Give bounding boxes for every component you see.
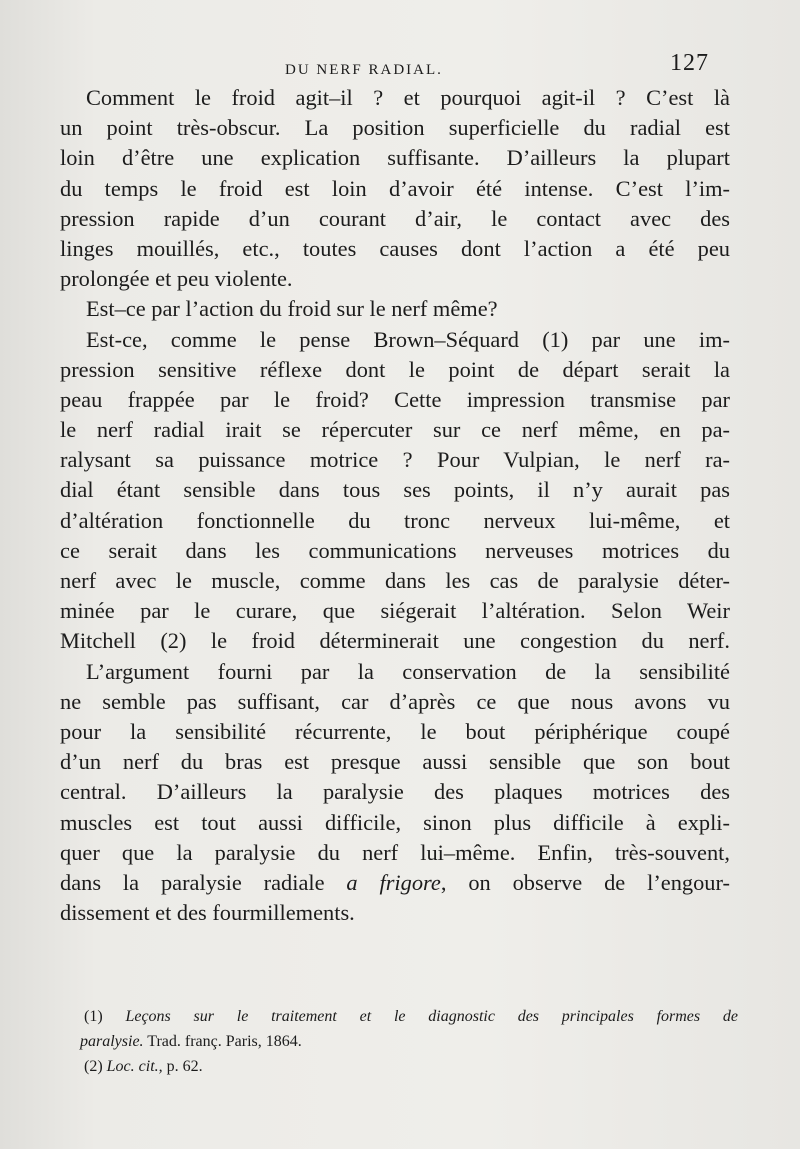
text-line: dissement et des fourmillements. bbox=[60, 900, 355, 926]
text-line: minée par le curare, que siégerait l’altération. Selon Weir bbox=[60, 598, 730, 624]
text-line: le nerf radial irait se répercuter sur ce nerf même, en pa- bbox=[60, 417, 730, 443]
text-line: nerf avec le muscle, comme dans les cas de paralysie déter- bbox=[60, 568, 730, 593]
text-line: central. D’ailleurs la paralysie des plaques motrices des bbox=[60, 779, 730, 805]
footnote-title-cont: paralysie. bbox=[80, 1033, 144, 1050]
footnote-1-continuation bbox=[80, 1029, 738, 1054]
text-line: Mitchell (2) le froid déterminerait une congestion du nerf. bbox=[60, 628, 730, 654]
italic-phrase: a frigore bbox=[346, 869, 441, 895]
footnote-citation: p. 62. bbox=[162, 1058, 203, 1075]
text-line: Comment le froid agit–il ? et pourquoi agit-il ? C’est là bbox=[86, 85, 730, 110]
footnote-ref: Loc. cit., bbox=[106, 1058, 163, 1075]
text-line: quer que la paralysie du nerf lui–même. Enfin, très-souvent, bbox=[60, 839, 730, 865]
text-line: pression sensitive réflexe dont le point de départ serait la bbox=[60, 356, 730, 382]
footnote-1 bbox=[84, 1004, 738, 1029]
text-line: ce serait dans les communications nerveuses motrices du bbox=[60, 537, 730, 563]
text-line: du temps le froid est loin d’avoir été intense. C’est l’im- bbox=[60, 175, 730, 201]
text-line: loin d’être une explication suffisante. D’ailleurs la plupart bbox=[60, 145, 730, 171]
footnote-title: Leçons sur le traitement et le diagnostic des principales formes de bbox=[125, 1008, 739, 1025]
text-line: pour la sensibilité récurrente, le bout périphérique coupé bbox=[60, 718, 730, 744]
text-line: Est–ce par l’action du froid sur le nerf même? bbox=[86, 296, 498, 322]
running-title: DU NERF RADIAL. bbox=[285, 62, 443, 78]
text-line: ne semble pas suffisant, car d’après ce que nous avons vu bbox=[60, 688, 730, 714]
footnote-marker: (1) bbox=[84, 1008, 103, 1025]
page-number: 127 bbox=[670, 50, 709, 76]
text-line: ralysant sa puissance motrice ? Pour Vulpian, le nerf ra- bbox=[60, 447, 730, 473]
text-line: d’altération fonctionnelle du tronc nerveux lui-même, et bbox=[60, 507, 730, 533]
body-text bbox=[60, 83, 730, 928]
text-line: pression rapide d’un courant d’air, le contact avec des bbox=[60, 205, 730, 231]
text-line: muscles est tout aussi difficile, sinon plus difficile à expli- bbox=[60, 809, 730, 835]
text-line: un point très-obscur. La position superficielle du radial est bbox=[60, 115, 730, 141]
footnote-marker: (2) bbox=[84, 1058, 103, 1075]
text-line-with-italic bbox=[60, 868, 730, 898]
text-segment: dans la paralysie radiale bbox=[60, 869, 347, 895]
text-line: L’argument fourni par la conservation de la sensibilité bbox=[86, 658, 730, 684]
footnotes bbox=[80, 1004, 739, 1079]
text-line: linges mouillés, etc., toutes causes dont l’action a été peu bbox=[60, 235, 730, 261]
footnote-2 bbox=[84, 1054, 738, 1079]
text-line: dial étant sensible dans tous ses points, il n’y aurait pas bbox=[60, 477, 730, 503]
text-line: prolongée et peu violente. bbox=[60, 266, 293, 292]
footnote-citation: Trad. franç. Paris, 1864. bbox=[143, 1033, 302, 1050]
text-line: Est-ce, comme le pense Brown–Séquard (1) par une im- bbox=[86, 326, 730, 352]
text-line: d’un nerf du bras est presque aussi sensible que son bout bbox=[60, 749, 730, 775]
text-line: peau frappée par le froid? Cette impression transmise par bbox=[60, 386, 730, 412]
text-segment: , on observe de l’engour- bbox=[440, 869, 730, 895]
